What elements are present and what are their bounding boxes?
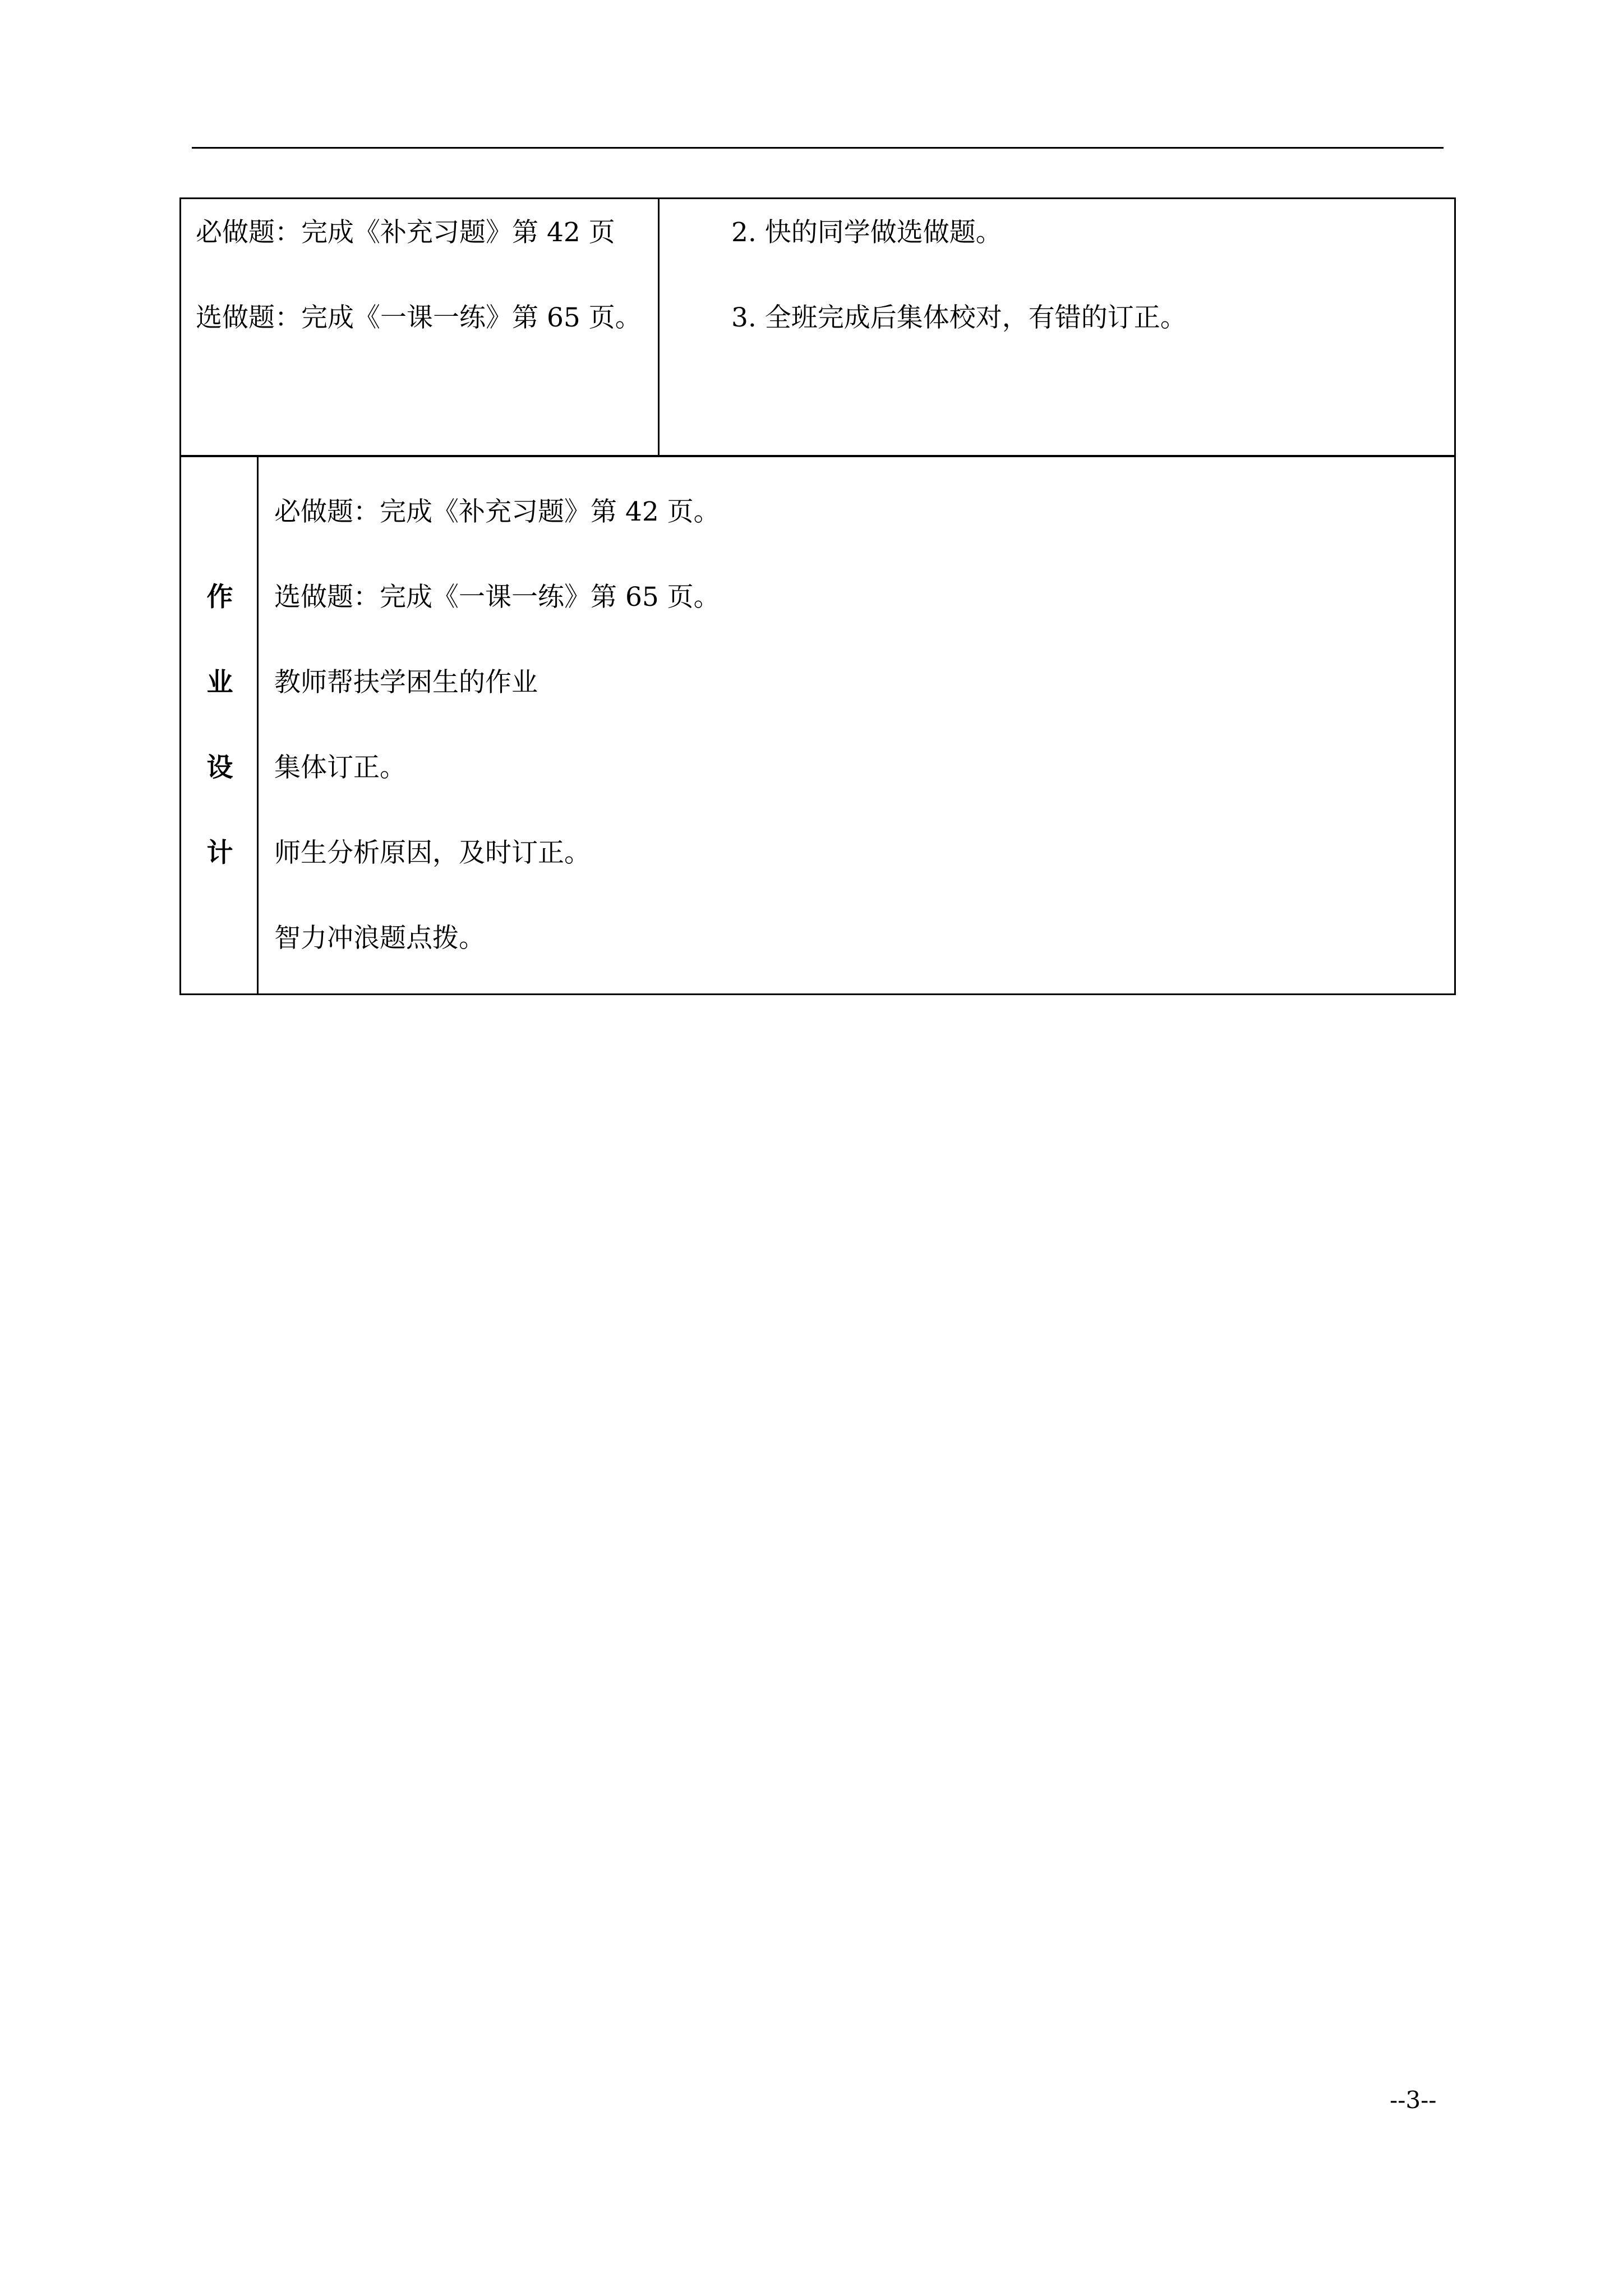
- activity-table: [179, 197, 1456, 457]
- exercise-cell: [181, 199, 660, 455]
- homework-design-label: [181, 457, 259, 993]
- homework-line: 选做题：完成《一课一练》第 65 页。: [274, 582, 720, 613]
- required-exercise-text: 必做题：完成《补充习题》第 42 页: [196, 217, 615, 248]
- label-char-she: 设: [206, 752, 233, 783]
- homework-line: 智力冲浪题点拨。: [274, 923, 485, 954]
- homework-design-table: [179, 455, 1456, 995]
- homework-line: 教师帮扶学困生的作业: [274, 667, 538, 698]
- activity-step-2: 2. 快的同学做选做题。: [731, 217, 1002, 248]
- header-rule: [192, 147, 1444, 149]
- homework-line: 集体订正。: [274, 752, 406, 783]
- student-activity-cell: [660, 199, 1454, 455]
- homework-line: 师生分析原因，及时订正。: [274, 838, 591, 868]
- homework-line: 必做题：完成《补充习题》第 42 页。: [274, 496, 720, 527]
- homework-content-cell: [259, 457, 1454, 993]
- label-char-ye: 业: [206, 667, 233, 698]
- optional-exercise-text: 选做题：完成《一课一练》第 65 页。: [196, 302, 642, 333]
- label-char-ji: 计: [206, 838, 233, 868]
- label-char-zuo: 作: [206, 582, 233, 613]
- activity-step-3: 3. 全班完成后集体校对，有错的订正。: [731, 302, 1187, 333]
- page-number: --3--: [1390, 2086, 1437, 2114]
